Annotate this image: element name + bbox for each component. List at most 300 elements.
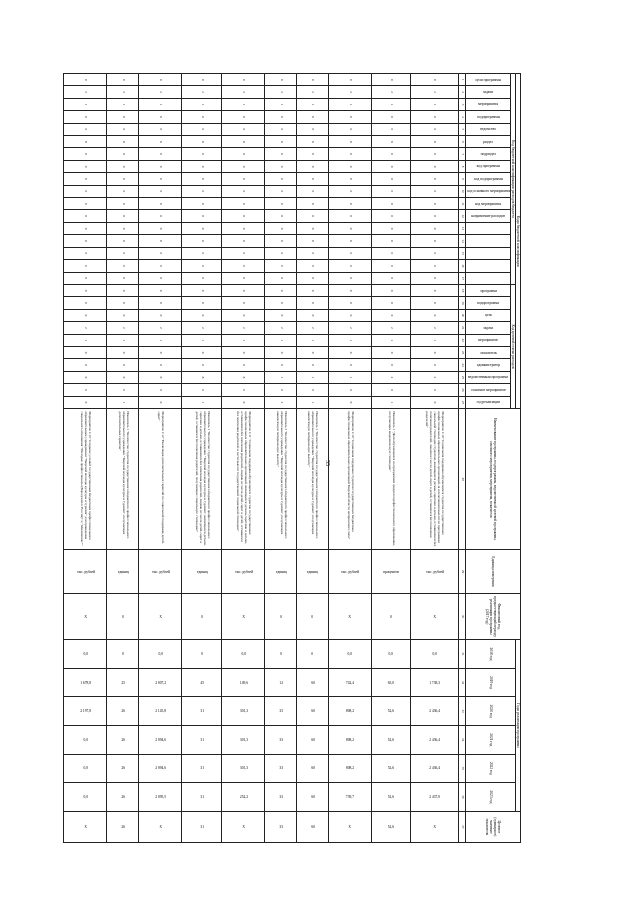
code-cell: 0 <box>265 346 297 358</box>
header-code-col-15 <box>466 260 511 272</box>
year-value-cell-text: 33 <box>279 737 284 742</box>
code-cell: 0 <box>107 297 139 309</box>
code-cell: 1 <box>410 98 458 110</box>
code-cell: 0 <box>222 123 265 135</box>
code-cell: 0 <box>222 272 265 284</box>
code-cell: 0 <box>328 74 371 86</box>
code-cell: 2 <box>139 322 182 334</box>
year-value-cell <box>139 668 182 697</box>
code-cell: 0 <box>371 123 410 135</box>
year-value-cell-text: 52,6 <box>388 766 395 771</box>
code-cell: 0 <box>265 235 297 247</box>
fin-volume-cell-text: X <box>242 614 245 619</box>
code-cell: 0 <box>182 272 222 284</box>
header-target: Целевое (суммарное) значение показателя <box>466 811 521 842</box>
code-cell: 8 <box>64 136 107 148</box>
year-value-cell <box>265 697 297 726</box>
code-cell: 0 <box>139 185 182 197</box>
year-value-cell <box>64 725 107 754</box>
table-row <box>371 74 410 843</box>
year-value-cell <box>182 783 222 812</box>
code-cell: 0 <box>410 198 458 210</box>
code-cell: 0 <box>296 185 328 197</box>
code-cell: 0 <box>222 396 265 409</box>
code-cell: 0 <box>296 222 328 234</box>
year-value-cell-text: 60 <box>311 737 315 742</box>
year-value-cell <box>64 668 107 697</box>
column-number-4: 5 <box>459 123 466 135</box>
fin-volume-cell <box>107 594 139 640</box>
header-code-col-7-text: код программы <box>476 164 501 169</box>
code-cell: 0 <box>107 123 139 135</box>
column-number-25: 26 <box>459 384 466 396</box>
header-goal-col-2-text: цель <box>484 313 492 318</box>
program-name-cell: Показатель 1 "Доля обучающихся по программам среднего профессионального образования, получающих академическую стипендию" <box>371 409 410 550</box>
table-row <box>328 74 371 843</box>
year-value-cell-text: 52,6 <box>388 709 395 714</box>
fin-volume-cell <box>410 594 458 640</box>
year-value-cell-text: 26 <box>121 766 126 771</box>
program-name-cell: Мероприятие 2.13 "Создание условий государственным бюджетным профессиональным образовательным учреждением "Тверской колледж культуры и туризма" для проведения социального отношения "Молодые профессионалы (Ворлдскиллс Россия)" и "Абилимпикс"" <box>64 409 107 550</box>
column-number-34: 35 <box>459 754 466 783</box>
header-goal-col-9 <box>466 396 511 409</box>
header-code-col-10-text: код мероприятия <box>475 201 502 206</box>
year-value-cell-text: 808,2 <box>346 709 355 714</box>
code-cell: 0 <box>107 160 139 172</box>
header-row-groups <box>515 74 520 843</box>
year-value-cell-text: 60 <box>311 766 315 771</box>
code-cell: 0 <box>139 284 182 296</box>
code-cell: 0 <box>410 247 458 259</box>
code-cell: 0 <box>64 235 107 247</box>
code-cell: 0 <box>107 260 139 272</box>
year-value-cell-text: 26 <box>121 737 126 742</box>
code-cell: 0 <box>107 210 139 222</box>
header-goal-col-0 <box>466 284 511 296</box>
code-cell: 0 <box>222 247 265 259</box>
unit-cell-text: единиц <box>307 569 319 574</box>
column-number-8: 9 <box>459 173 466 185</box>
year-value-cell-text: 2 436,4 <box>429 766 441 771</box>
target-cell-text: X <box>433 824 436 829</box>
code-cell: 0 <box>328 384 371 396</box>
year-value-cell <box>296 640 328 669</box>
code-cell: 1 <box>182 334 222 346</box>
header-goal-col-1 <box>466 297 511 309</box>
code-cell: 1 <box>182 98 222 110</box>
code-cell: 0 <box>328 346 371 358</box>
year-value-cell <box>107 697 139 726</box>
unit-cell-text: тыс. рублей <box>151 569 170 574</box>
rotated-table <box>76 73 521 843</box>
code-cell: 0 <box>107 284 139 296</box>
code-cell: 0 <box>182 185 222 197</box>
year-value-cell-text: 0,0 <box>83 766 89 771</box>
header-goal-col-7-text: ведомственная программа <box>468 375 509 380</box>
code-cell: 0 <box>328 210 371 222</box>
year-value-cell-text: 60 <box>311 794 315 799</box>
code-cell: 0 <box>139 346 182 358</box>
code-cell: 0 <box>64 111 107 123</box>
year-value-cell <box>265 754 297 783</box>
year-value-cell <box>64 783 107 812</box>
code-cell: 0 <box>107 247 139 259</box>
year-value-cell <box>222 754 265 783</box>
code-cell: 0 <box>296 359 328 371</box>
code-cell: 0 <box>222 148 265 160</box>
column-number-5: 6 <box>459 136 466 148</box>
fin-volume-cell <box>64 594 107 640</box>
code-cell: 2 <box>139 86 182 98</box>
header-code-col-14 <box>466 247 511 259</box>
year-value-cell-text: 33 <box>279 766 284 771</box>
code-cell: 0 <box>328 309 371 321</box>
column-number-1: 2 <box>459 86 466 98</box>
header-code-col-2 <box>466 98 511 110</box>
target-cell-text: 26 <box>121 824 126 829</box>
header-goal-col-8 <box>466 384 511 396</box>
code-cell: 2 <box>328 322 371 334</box>
code-cell: 0 <box>328 111 371 123</box>
code-cell: 0 <box>139 396 182 409</box>
code-cell: 0 <box>410 272 458 284</box>
code-cell: 0 <box>371 384 410 396</box>
header-code-col-0 <box>466 74 511 86</box>
year-value-cell-text: 2 095,5 <box>155 794 167 799</box>
code-cell: 0 <box>296 235 328 247</box>
unit-cell <box>410 550 458 594</box>
code-cell: 0 <box>64 210 107 222</box>
code-cell: 1 <box>296 334 328 346</box>
code-cell: 0 <box>64 396 107 409</box>
code-cell: 0 <box>296 111 328 123</box>
year-value-cell-text: 31 <box>200 709 205 714</box>
table-row <box>410 74 458 843</box>
header-code-col-9-text: код основного мероприятия <box>467 189 510 194</box>
code-cell: 0 <box>139 359 182 371</box>
code-cell: 0 <box>64 123 107 135</box>
code-cell: 0 <box>410 111 458 123</box>
code-cell: 0 <box>371 346 410 358</box>
fin-volume-cell-text: X <box>84 614 88 619</box>
year-value-cell-text: 0,0 <box>432 651 438 656</box>
code-cell: 0 <box>182 123 222 135</box>
year-value-cell-text: 1 738,3 <box>429 680 441 685</box>
year-value-cell <box>410 697 458 726</box>
code-cell: 0 <box>328 260 371 272</box>
code-cell: 0 <box>139 247 182 259</box>
code-cell: 0 <box>410 222 458 234</box>
year-value-cell <box>265 668 297 697</box>
code-cell: 0 <box>265 284 297 296</box>
code-cell: 0 <box>64 297 107 309</box>
year-value-cell <box>139 725 182 754</box>
header-goal-col-5 <box>466 346 511 358</box>
header-code-col-3-text: подпрограммы <box>477 114 500 119</box>
program-name-cell: Мероприятие 2.10 "Социальная поддержка студентов государственных бюджетных профессиональных образовательных организаций Тверской области интернатного типа" <box>328 409 371 550</box>
code-cell: 0 <box>182 247 222 259</box>
fin-volume-cell <box>139 594 182 640</box>
year-value-cell-text: 0 <box>279 651 282 656</box>
code-cell: 2 <box>296 322 328 334</box>
column-number-32: 33 <box>459 697 466 726</box>
code-cell: 0 <box>64 173 107 185</box>
code-cell: 0 <box>64 272 107 284</box>
header-goal-col-3 <box>466 322 511 334</box>
unit-cell-text: единиц <box>196 569 208 574</box>
year-value-cell-text: 2 145,8 <box>155 709 167 714</box>
target-cell <box>371 811 410 842</box>
target-cell-text: 60 <box>311 824 315 829</box>
table-row <box>265 74 297 843</box>
code-cell: 0 <box>139 123 182 135</box>
year-value-cell <box>371 783 410 812</box>
header-goal-col-7 <box>466 371 511 383</box>
unit-cell <box>139 550 182 594</box>
year-value-cell-text: 742,4 <box>346 680 355 685</box>
year-value-cell <box>328 725 371 754</box>
year-value-cell <box>222 783 265 812</box>
year-value-cell <box>328 754 371 783</box>
code-cell: 0 <box>410 309 458 321</box>
code-cell: 0 <box>139 210 182 222</box>
year-value-cell-text: 808,2 <box>346 737 355 742</box>
year-value-cell <box>64 754 107 783</box>
code-cell: 0 <box>410 123 458 135</box>
unit-cell <box>265 550 297 594</box>
code-cell: 8 <box>139 136 182 148</box>
code-cell: 0 <box>107 222 139 234</box>
column-number-27: 28 <box>459 409 466 550</box>
year-value-cell-text: 33 <box>279 794 284 799</box>
code-cell: 0 <box>296 148 328 160</box>
target-cell-text: X <box>159 824 162 829</box>
year-value-cell <box>296 754 328 783</box>
target-cell <box>182 811 222 842</box>
table-row <box>296 74 328 843</box>
code-cell: 0 <box>222 185 265 197</box>
header-program-name: Наименование программы, подпрограммы, ведомственной целевой программы, основного мероприятия, мероприятия, показателя <box>466 409 521 550</box>
target-cell <box>296 811 328 842</box>
code-cell: 0 <box>328 272 371 284</box>
code-cell: 0 <box>296 284 328 296</box>
header-code-col-6-text: подраздел <box>480 152 497 157</box>
year-value-cell-text: 12 <box>279 680 284 685</box>
year-value-cell-text: 52,6 <box>388 737 395 742</box>
code-cell: 0 <box>182 111 222 123</box>
header-goal-col-4 <box>466 334 511 346</box>
target-cell <box>265 811 297 842</box>
code-cell: 0 <box>328 173 371 185</box>
year-value-cell <box>107 783 139 812</box>
header-code-col-11 <box>466 210 511 222</box>
code-cell: 0 <box>64 260 107 272</box>
code-cell: 0 <box>296 260 328 272</box>
code-cell: 0 <box>222 384 265 396</box>
year-value-cell <box>107 668 139 697</box>
year-value-cell <box>182 725 222 754</box>
year-value-cell-text: 2 094,6 <box>155 737 167 742</box>
year-value-cell <box>107 725 139 754</box>
code-cell: 0 <box>371 111 410 123</box>
unit-cell-text: тыс. рублей <box>234 569 253 574</box>
year-value-cell <box>139 783 182 812</box>
year-value-cell <box>222 697 265 726</box>
header-code-col-2-text: мероприятия <box>478 102 499 107</box>
year-value-cell-text: 301,3 <box>239 766 248 771</box>
year-value-cell-text: 0,0 <box>241 651 247 656</box>
program-name-cell: Мероприятие 2.11 "Социальная поддержка обучающихся студентов государственных профессиональных образовательных организаций, являющихся детьми-сиротами и детьми, оставшимися без попечения родителей, лицами из числа детей-сирот и детей, оставшихся без попечения родителей, в части выплат государственной социальной стипендии" <box>222 409 265 550</box>
code-cell: 0 <box>182 384 222 396</box>
code-cell: 0 <box>107 198 139 210</box>
target-cell <box>139 811 182 842</box>
column-number-19: 20 <box>459 309 466 321</box>
code-cell: 0 <box>371 185 410 197</box>
code-cell: 0 <box>328 359 371 371</box>
year-value-cell-text: 2 094,6 <box>155 766 167 771</box>
code-cell: 0 <box>64 198 107 210</box>
code-cell: 8 <box>410 136 458 148</box>
code-cell: 0 <box>410 185 458 197</box>
header-code-col-5-text: раздел <box>483 139 494 144</box>
fin-volume-cell-text: 0 <box>121 614 124 619</box>
code-cell: 0 <box>139 272 182 284</box>
column-number-13: 14 <box>459 235 466 247</box>
year-value-cell-text: 301,3 <box>239 737 248 742</box>
code-cell: 0 <box>410 210 458 222</box>
target-cell-text: X <box>242 824 245 829</box>
code-cell: 0 <box>107 148 139 160</box>
year-value-cell <box>371 697 410 726</box>
column-number-16: 17 <box>459 272 466 284</box>
fin-volume-cell-text: 0 <box>389 614 392 619</box>
code-cell: 0 <box>328 222 371 234</box>
code-cell: 2 <box>371 86 410 98</box>
code-cell: 0 <box>182 297 222 309</box>
unit-cell <box>371 550 410 594</box>
code-cell: 1 <box>222 98 265 110</box>
code-cell: 0 <box>265 173 297 185</box>
code-cell: 0 <box>265 111 297 123</box>
header-code-col-4 <box>466 123 511 135</box>
code-cell: 2 <box>265 396 297 409</box>
code-cell: 0 <box>410 284 458 296</box>
year-value-cell-text: 45 <box>200 680 205 685</box>
target-cell <box>328 811 371 842</box>
column-number-14: 15 <box>459 247 466 259</box>
code-cell: 0 <box>222 297 265 309</box>
code-cell: 0 <box>139 309 182 321</box>
target-cell-text: 33 <box>279 824 284 829</box>
code-cell: 0 <box>371 198 410 210</box>
column-number-10: 11 <box>459 198 466 210</box>
code-cell: 0 <box>371 297 410 309</box>
code-cell: 0 <box>222 160 265 172</box>
header-code-col-8-text: код подпрограммы <box>474 176 503 181</box>
fin-volume-cell <box>328 594 371 640</box>
table-row <box>139 74 182 843</box>
year-value-cell-text: 2 437,0 <box>429 794 441 799</box>
table-row <box>182 74 222 843</box>
code-cell: 2 <box>182 322 222 334</box>
code-cell: 2 <box>410 371 458 383</box>
code-cell: 2 <box>222 322 265 334</box>
year-value-cell-text: 1 678,8 <box>80 680 92 685</box>
column-number-22: 23 <box>459 346 466 358</box>
code-cell: 0 <box>371 173 410 185</box>
header-codes-group: Коды бюджетной классификации <box>515 74 520 409</box>
year-value-cell-text: 26 <box>121 709 126 714</box>
year-value-cell <box>107 754 139 783</box>
code-cell: 1 <box>107 98 139 110</box>
code-cell: 0 <box>64 371 107 383</box>
code-cell: 2 <box>107 86 139 98</box>
column-number-3: 4 <box>459 111 466 123</box>
code-cell: 0 <box>64 185 107 197</box>
header-year-5: 2023 год <box>466 783 516 812</box>
code-cell: 0 <box>139 222 182 234</box>
code-cell: 1 <box>64 98 107 110</box>
code-cell: 0 <box>139 173 182 185</box>
unit-cell-text: процентов <box>383 569 400 574</box>
code-cell: 0 <box>265 297 297 309</box>
fin-volume-cell <box>296 594 328 640</box>
code-cell: 1 <box>64 334 107 346</box>
code-cell: 0 <box>265 272 297 284</box>
column-number-30: 31 <box>459 640 466 669</box>
code-cell: 8 <box>182 136 222 148</box>
fin-volume-cell <box>265 594 297 640</box>
code-cell: 0 <box>328 396 371 409</box>
column-number-23: 24 <box>459 359 466 371</box>
code-cell: 0 <box>139 74 182 86</box>
code-cell: 0 <box>265 123 297 135</box>
header-goal-col-6 <box>466 359 511 371</box>
year-value-cell <box>222 668 265 697</box>
year-value-cell-text: 60 <box>311 709 315 714</box>
column-number-24: 25 <box>459 371 466 383</box>
code-cell: 0 <box>222 235 265 247</box>
code-cell: 0 <box>265 185 297 197</box>
header-goal-col-0-text: программа <box>480 288 497 293</box>
code-cell: 2 <box>265 86 297 98</box>
code-cell: 8 <box>222 371 265 383</box>
header-code-col-0-text: цели программы <box>475 77 502 82</box>
code-cell: 2 <box>371 371 410 383</box>
code-cell: 0 <box>328 123 371 135</box>
code-cell: 1 <box>371 98 410 110</box>
code-cell: 0 <box>410 160 458 172</box>
fin-volume-cell-text: 0 <box>311 614 314 619</box>
code-cell: 2 <box>410 86 458 98</box>
header-year-3: 2021 год <box>466 725 516 754</box>
header-code-col-1-text: задачи <box>483 90 494 95</box>
code-cell: 0 <box>328 235 371 247</box>
code-cell: 0 <box>371 210 410 222</box>
column-number-12: 13 <box>459 222 466 234</box>
year-value-cell-text: 0,0 <box>347 651 353 656</box>
code-cell: 0 <box>371 222 410 234</box>
table-row <box>222 74 265 843</box>
year-value-cell <box>328 640 371 669</box>
column-number-29: 30 <box>459 594 466 640</box>
code-cell: 0 <box>265 309 297 321</box>
code-cell: 0 <box>182 74 222 86</box>
code-cell: 0 <box>222 198 265 210</box>
unit-cell <box>296 550 328 594</box>
code-cell: 0 <box>296 297 328 309</box>
year-value-cell-text: 739,7 <box>346 794 355 799</box>
